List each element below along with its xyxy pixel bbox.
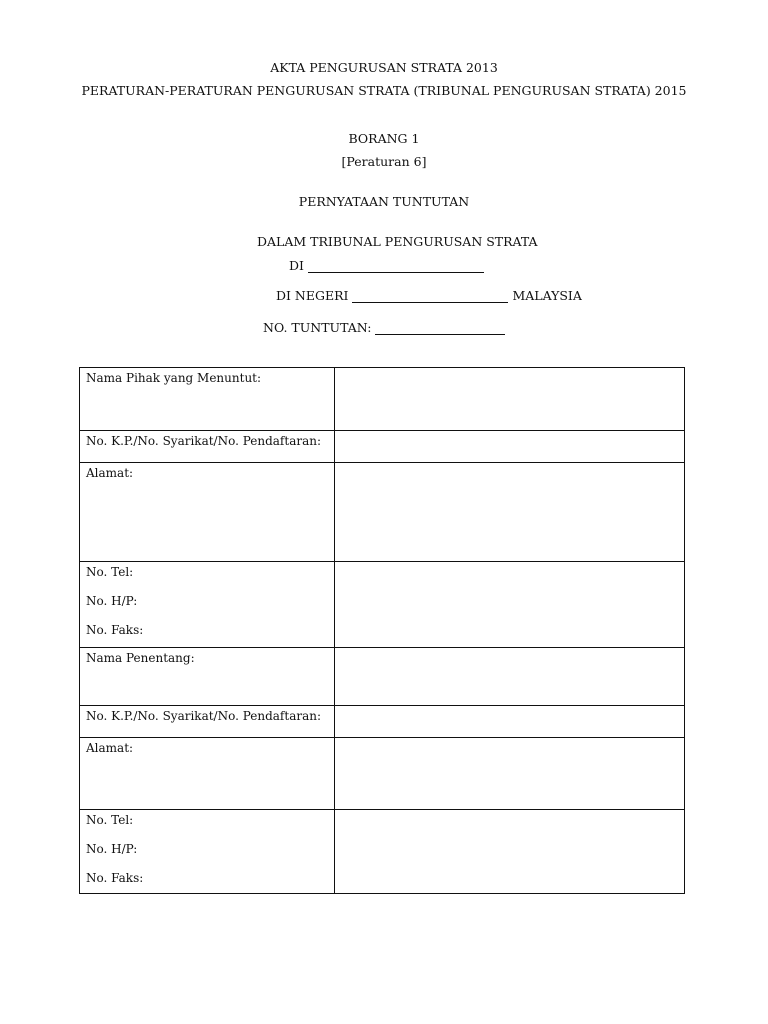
di-line: [289, 258, 488, 273]
claimant-contact-labels: [80, 562, 335, 648]
regulation-reference: [Peraturan 6]: [341, 154, 427, 169]
document-title: PERNYATAAN TUNTUTAN: [298, 194, 470, 209]
claim-number-line: [263, 320, 509, 335]
claim-number-blank-field[interactable]: [375, 321, 505, 335]
respondent-hp-label: No. H/P:: [86, 842, 138, 856]
respondent-id-field[interactable]: [335, 706, 685, 738]
respondent-contact-labels: [80, 810, 335, 894]
di-negeri-label: DI NEGERI: [276, 288, 349, 303]
table-row: [80, 738, 685, 810]
di-negeri-line: [276, 288, 582, 303]
claim-details-table: [79, 367, 685, 894]
table-row: [80, 368, 685, 431]
table-row: [80, 648, 685, 706]
respondent-address-field[interactable]: [335, 738, 685, 810]
claim-number-label: NO. TUNTUTAN:: [263, 320, 372, 335]
respondent-name-field[interactable]: [335, 648, 685, 706]
respondent-id-label: No. K.P./No. Syarikat/No. Pendaftaran:: [80, 706, 335, 738]
table-row: [80, 810, 685, 894]
table-row: [80, 431, 685, 463]
claimant-name-label: Nama Pihak yang Menuntut:: [80, 368, 335, 431]
country-label: MALAYSIA: [512, 288, 582, 303]
table-row: [80, 562, 685, 648]
respondent-contact-field[interactable]: [335, 810, 685, 894]
claimant-hp-label: No. H/P:: [86, 594, 138, 608]
claimant-id-label: No. K.P./No. Syarikat/No. Pendaftaran:: [80, 431, 335, 463]
claimant-address-field[interactable]: [335, 463, 685, 562]
di-blank-field[interactable]: [308, 259, 484, 273]
di-label: DI: [289, 258, 304, 273]
form-number: BORANG 1: [348, 131, 420, 146]
respondent-tel-label: No. Tel:: [86, 813, 134, 827]
claimant-address-label: Alamat:: [80, 463, 335, 562]
claimant-tel-label: No. Tel:: [86, 565, 134, 579]
tribunal-line: DALAM TRIBUNAL PENGURUSAN STRATA: [257, 234, 538, 249]
claimant-fax-label: No. Faks:: [86, 623, 144, 637]
claimant-contact-field[interactable]: [335, 562, 685, 648]
respondent-name-label: Nama Penentang:: [80, 648, 335, 706]
negeri-blank-field[interactable]: [352, 289, 508, 303]
act-title: AKTA PENGURUSAN STRATA 2013: [270, 60, 498, 75]
regulation-title: PERATURAN-PERATURAN PENGURUSAN STRATA (TRIBUNAL PENGURUSAN STRATA) 2015: [81, 83, 687, 98]
table-row: [80, 463, 685, 562]
claimant-name-field[interactable]: [335, 368, 685, 431]
respondent-fax-label: No. Faks:: [86, 871, 144, 885]
respondent-address-label: Alamat:: [80, 738, 335, 810]
claimant-id-field[interactable]: [335, 431, 685, 463]
table-row: [80, 706, 685, 738]
